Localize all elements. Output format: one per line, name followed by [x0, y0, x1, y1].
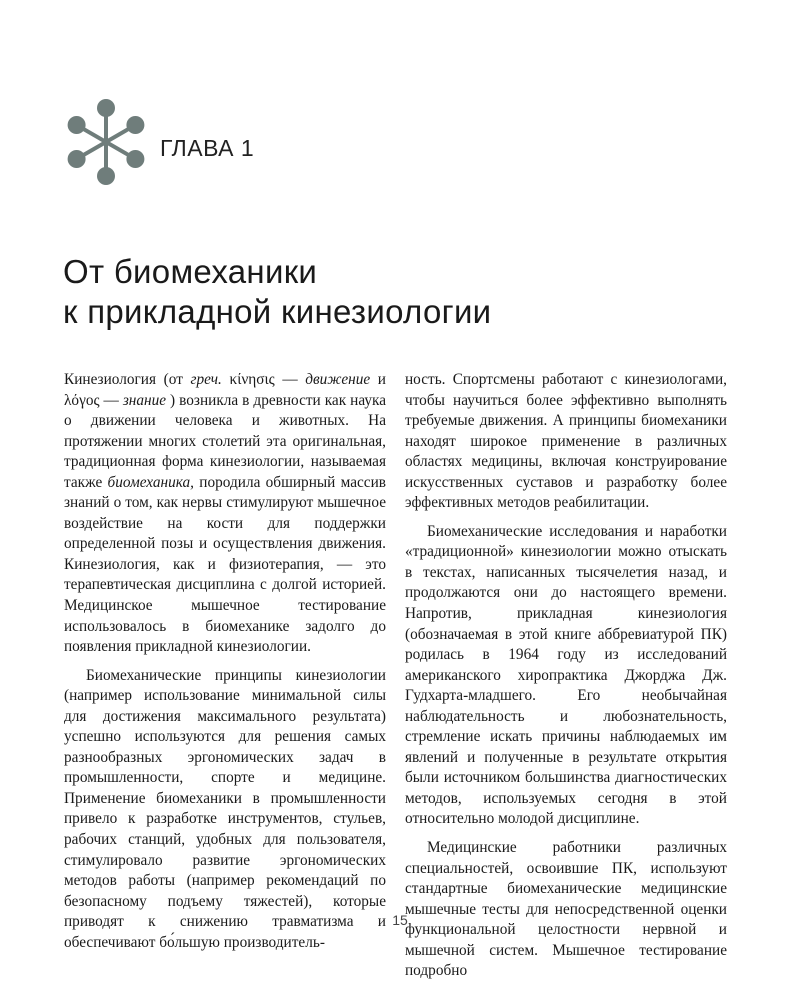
left-text-column [64, 370, 386, 953]
paragraph: ность. Спортсмены работают с кинезиологами, чтобы научиться более эффективно выполнять требуемые движения. А принципы биомеханики находят широкое применение в различных областях медицины, включая конструирование искусственных суставов и разработку более эффективных методов реабилитации. [405, 371, 727, 512]
text-run: κίνησις — [221, 371, 306, 388]
chapter-title-line-1: От биомеханики [63, 253, 318, 290]
paragraph: Биомеханические исследования и наработки «традиционной» кинезиологии можно отыскать в текстах, написанных тысячелетия назад, и продолжаются они до настоящего времени. Напротив, прикладная кинезиология (обозначаемая в этой книге аббревиатурой ПК) родилась в 1964 году из исследований американского хиропрактика Джорджа Дж. Гудхарта-младшего. Его необычайная наблюдательность и любознательность, стремление искать причины наблюдаемых им явлений и полученные в результате открытия были источником большинства диагностических методов, используемых сегодня в этой относительно молодой дисциплине. [405, 522, 727, 828]
italic-text-run: греч. [190, 371, 222, 388]
text-run: ) возникла в древности как наука о движении человека и животных. На протяжении многих столетий эта оригинальная, традиционная форма кинезиологии, называемая также [64, 391, 386, 491]
text-run: породила обширный массив знаний о том, как нервы стимулируют мышечное воздействие на кости для поддержки определенной позы и осуществления движения. Кинезиология, как и физиотерапия, — это терапевтическая дисциплина с долгой историей. Медицинское мышечное тестирование использовалось в биомеханике задолго до появления прикладной кинезиологии. [64, 473, 386, 656]
chapter-title-line-2: к прикладной кинезиологии [63, 293, 492, 330]
paragraph: Медицинские работники различных специальностей, освоившие ПК, используют стандартные биомеханические медицинские мышечные тесты для непосредственной оценки функциональной целостности нервной и мышечной систем. Мышечное тестирование подробно [405, 839, 727, 980]
paragraph: Биомеханические принципы кинезиологии (например использование минимальной силы для достижения максимального результата) успешно используются для решения самых разнообразных эргономических задач в промышленности, спорте и медицине. Применение биомеханики в промышленности привело к разработке инструментов, стульев, рабочих станций, удобных для пользователя, стимулировало развитие эргономических методов работы (например рекомендаций по безопасному подъему тяжестей), которые приводят к снижению травматизма и обеспечивают бо́льшую производитель- [64, 666, 386, 951]
italic-text-run: биомеханика, [107, 473, 195, 491]
right-text-column [405, 370, 727, 982]
italic-text-run: знание [122, 391, 167, 409]
page-number: 15 [392, 912, 408, 928]
italic-text-run: движение [305, 371, 371, 388]
text-run: и λόγος — [64, 371, 386, 409]
chapter-title [63, 252, 743, 332]
text-run: Кинезиология (от [64, 371, 191, 388]
molecule-star-icon [62, 98, 150, 186]
chapter-label: ГЛАВА 1 [160, 135, 255, 161]
paragraph [64, 370, 386, 658]
